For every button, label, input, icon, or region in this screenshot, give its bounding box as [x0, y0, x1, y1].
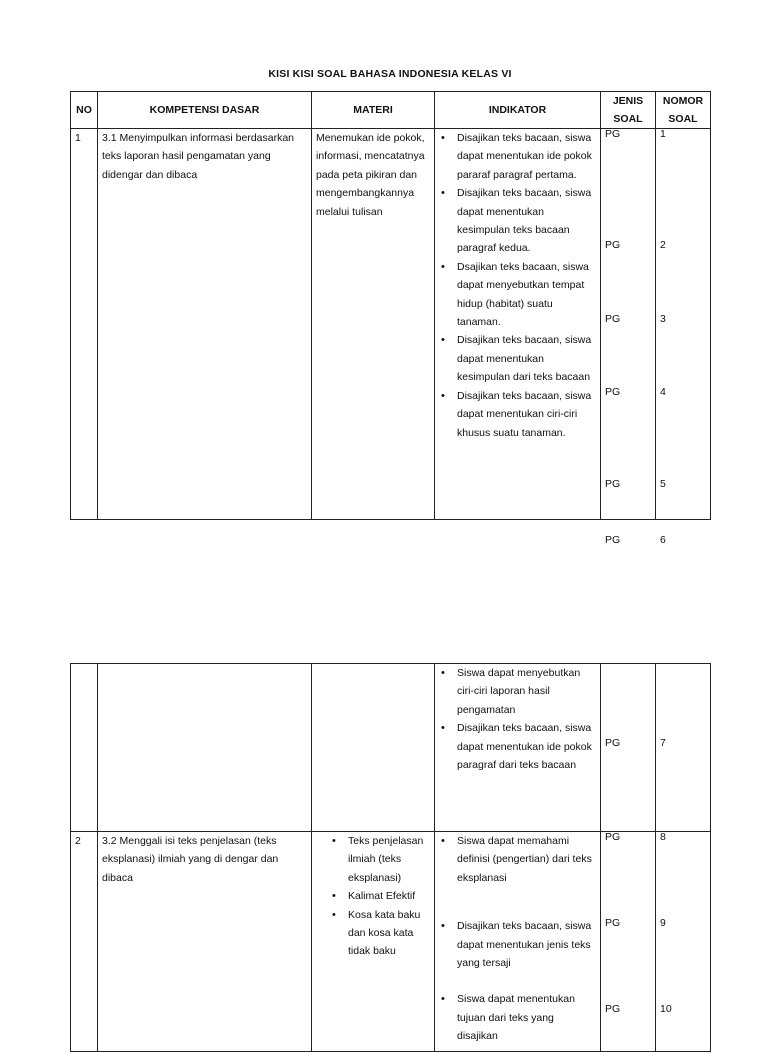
- row-no: 2: [71, 832, 98, 1052]
- list-item: • Kosa kata baku dan kosa kata tidak baku: [330, 906, 430, 961]
- nomor-soal-value: 9: [660, 917, 666, 929]
- header-row: [71, 92, 711, 129]
- jenis-soal-value: PG: [605, 386, 621, 398]
- header-kompetensi: KOMPETENSI DASAR: [98, 92, 312, 129]
- row-materi: Menemukan ide pokok, informasi, mencatatnya pada peta pikiran dan mengembangkannya melalui tulisan: [312, 129, 435, 520]
- list-item: • Disajikan teks bacaan, siswa dapat menentukan ide pokok paragraf dari teks bacaan: [439, 719, 596, 774]
- jenis-soal-value: PG: [605, 239, 621, 251]
- row-indikator: [435, 832, 601, 1052]
- jenis-soal-value: PG: [605, 831, 621, 843]
- list-item: • Disajikan teks bacaan, siswa dapat menentukan jenis teks yang tersaji: [439, 917, 596, 972]
- row-indikator: [435, 129, 601, 520]
- nomor-soal-value: 8: [660, 831, 666, 843]
- list-item: • Siswa dapat memahami definisi (pengertian) dari teks eksplanasi: [439, 832, 596, 887]
- list-item: • Disajikan teks bacaan, siswa dapat menentukan ide pokok pararaf paragraf pertama.: [439, 129, 596, 184]
- row-jenis-soal: [601, 128, 656, 546]
- header-indikator: INDIKATOR: [435, 92, 601, 129]
- nomor-soal-value: 3: [660, 313, 666, 325]
- list-item: • Disajikan teks bacaan, siswa dapat menentukan ciri-ciri khusus suatu tanaman.: [439, 387, 596, 442]
- indikator-list: [439, 129, 596, 442]
- header-nomor-line1: NOMOR: [662, 95, 704, 107]
- row-no: [71, 664, 98, 832]
- jenis-soal-value: PG: [605, 917, 621, 929]
- header-materi: MATERI: [312, 92, 435, 129]
- row-indikator: [435, 664, 601, 832]
- row-kompetensi: 3.2 Menggali isi teks penjelasan (teks eksplanasi) ilmiah yang di dengar dan dibaca: [98, 832, 312, 1052]
- row-materi: [312, 664, 435, 832]
- row-nomor-soal: [656, 128, 711, 546]
- row-kompetensi: [98, 664, 312, 832]
- list-item: • Siswa dapat menentukan tujuan dari teks yang disajikan: [439, 990, 596, 1045]
- nomor-soal-value: 10: [660, 1003, 672, 1015]
- list-item: • Disajikan teks bacaan, siswa dapat menentukan kesimpulan dari teks bacaan: [439, 331, 596, 386]
- list-item: • Disajikan teks bacaan, siswa dapat menentukan kesimpulan teks bacaan paragraf kedua.: [439, 184, 596, 258]
- jenis-soal-value: PG: [605, 128, 621, 140]
- row-nomor-soal: [656, 664, 711, 832]
- document-title: KISI KISI SOAL BAHASA INDONESIA KELAS VI: [268, 68, 512, 80]
- nomor-soal-value: 7: [660, 737, 666, 749]
- jenis-soal-value: PG: [605, 313, 621, 325]
- indikator-list: [439, 664, 596, 774]
- kisi-kisi-table: [70, 91, 711, 546]
- row-materi: [312, 832, 435, 1052]
- jenis-soal-value: PG: [605, 534, 621, 546]
- list-item: • Kalimat Efektif: [330, 887, 430, 905]
- indikator-list: [439, 832, 596, 1046]
- jenis-soal-value: PG: [605, 737, 621, 749]
- header-jenis-line1: JENIS: [612, 95, 644, 107]
- jenis-soal-value: PG: [605, 1003, 621, 1015]
- header-nomor-soal: [656, 92, 711, 129]
- row-jenis-soal: [601, 832, 656, 1052]
- row-no: 1: [71, 129, 98, 520]
- list-item: • Dsajikan teks bacaan, siswa dapat menyebutkan tempat hidup (habitat) suatu tanaman.: [439, 258, 596, 332]
- header-nomor-line2: SOAL: [668, 113, 698, 125]
- nomor-soal-value: 2: [660, 239, 666, 251]
- table-row: [71, 664, 711, 832]
- row-kompetensi: 3.1 Menyimpulkan informasi berdasarkan teks laporan hasil pengamatan yang didengar dan dibaca: [98, 129, 312, 520]
- header-jenis-soal: [601, 92, 656, 129]
- header-jenis-line2: SOAL: [613, 113, 643, 125]
- header-no: NO: [71, 92, 98, 129]
- jenis-soal-value: PG: [605, 478, 621, 490]
- table-row: [71, 129, 711, 520]
- nomor-soal-value: 4: [660, 386, 666, 398]
- list-item: • Teks penjelasan ilmiah (teks eksplanasi): [330, 832, 430, 887]
- table-row: [71, 832, 711, 1052]
- kisi-kisi-table-continued: [70, 663, 711, 1052]
- materi-list: [316, 832, 430, 961]
- nomor-soal-value: 6: [660, 534, 666, 546]
- nomor-soal-value: 5: [660, 478, 666, 490]
- list-item: • Siswa dapat menyebutkan ciri-ciri laporan hasil pengamatan: [439, 664, 596, 719]
- row-nomor-soal: [656, 832, 711, 1052]
- nomor-soal-value: 1: [660, 128, 666, 140]
- row-jenis-soal: [601, 664, 656, 832]
